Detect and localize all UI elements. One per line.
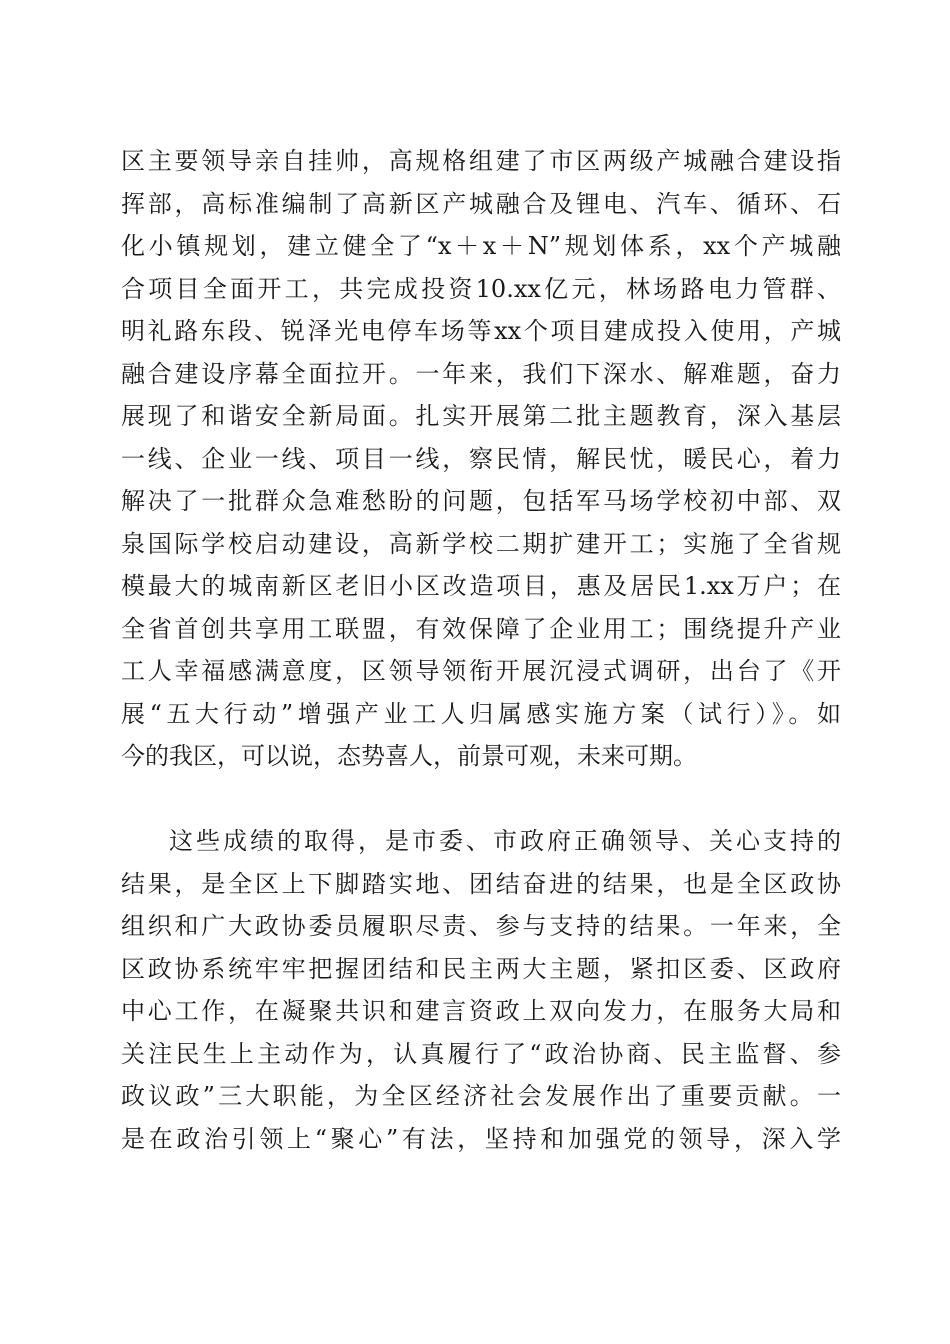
text-line: 全省首创共享用工联盟，有效保障了企业用工；围绕提升产业	[121, 614, 841, 643]
text-line: 政议政”三大职能，为全区经济社会发展作出了重要贡献。一	[121, 1082, 841, 1110]
text-line: 工人幸福感满意度，区领导领衔开展沉浸式调研，出台了《开	[121, 657, 841, 685]
text-line: 合项目全面开工，共完成投资10.xx亿元，林场路电力管群、	[121, 274, 841, 303]
text-line: 中心工作，在凝聚共识和建言资政上双向发力，在服务大局和	[121, 997, 841, 1025]
text-line: 展现了和谐安全新局面。扎实开展第二批主题教育，深入基层	[121, 402, 841, 430]
text-line: 泉国际学校启动建设，高新学校二期扩建开工；实施了全省规	[121, 529, 841, 558]
text-line: 明礼路东段、锐泽光电停车场等xx个项目建成投入使用，产城	[121, 317, 841, 345]
text-line: 区政协系统牢牢把握团结和民主两大主题，紧扣区委、区政府	[121, 954, 841, 983]
text-line: 这些成绩的取得，是市委、市政府正确领导、关心支持的	[169, 827, 841, 855]
text-line: 关注民生上主动作为，认真履行了“政治协商、民主监督、参	[121, 1039, 841, 1068]
text-line: 今的我区，可以说，态势喜人，前景可观，未来可期。	[121, 742, 697, 770]
paragraph-1	[121, 140, 841, 778]
text-line: 区主要领导亲自挂帅，高规格组建了市区两级产城融合建设指	[121, 147, 841, 175]
paragraph-2	[121, 820, 841, 1160]
text-line: 一线、企业一线、项目一线，察民情，解民忧，暖民心，着力	[121, 444, 841, 473]
text-line: 是在政治引领上“聚心”有法，坚持和加强党的领导，深入学	[121, 1124, 841, 1153]
text-line: 解决了一批群众急难愁盼的问题，包括军马场学校初中部、双	[121, 487, 841, 515]
text-line: 融合建设序幕全面拉开。一年来，我们下深水、解难题，奋力	[121, 359, 841, 388]
text-line: 挥部，高标准编制了高新区产城融合及锂电、汽车、循环、石	[121, 189, 841, 218]
text-line: 结果，是全区上下脚踏实地、团结奋进的结果，也是全区政协	[121, 869, 841, 898]
text-line: 展“五大行动”增强产业工人归属感实施方案（试行）》。如	[121, 699, 841, 728]
text-line: 模最大的城南新区老旧小区改造项目，惠及居民1.xx万户；在	[121, 572, 841, 600]
text-line: 化小镇规划，建立健全了“x＋x＋N”规划体系，xx个产城融	[121, 232, 841, 260]
text-line: 组织和广大政协委员履职尽责、参与支持的结果。一年来，全	[121, 912, 841, 940]
